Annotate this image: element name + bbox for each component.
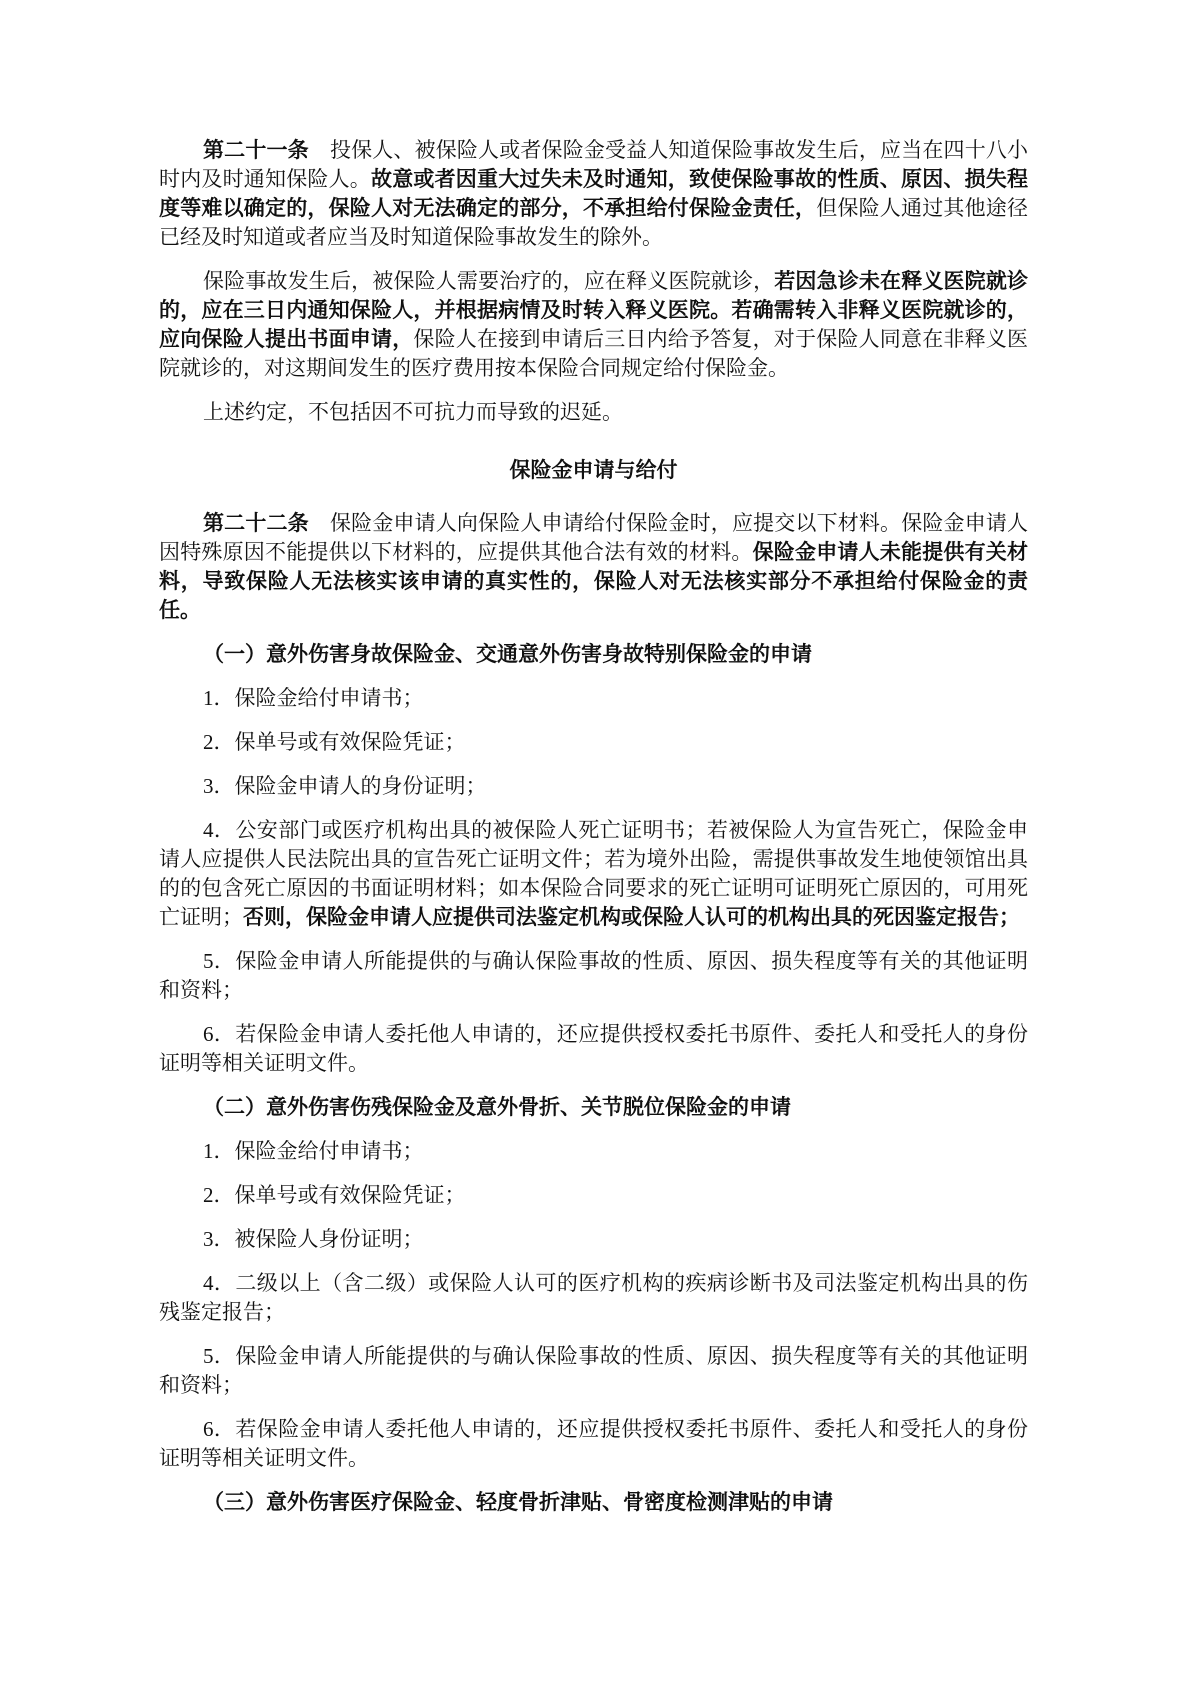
emphasis-text: 否则，保险金申请人应提供司法鉴定机构或保险人认可的机构出具的死因鉴定报告；: [243, 905, 1020, 929]
emphasis-text: 第二十二条: [203, 511, 309, 535]
emphasis-text: （一）意外伤害身故保险金、交通意外伤害身故特别保险金的申请: [203, 642, 812, 666]
body-text: 上述约定，不包括因不可抗力而导致的迟延。: [203, 400, 623, 424]
body-text: 保险人在接到申请后三日内给予答复，对于保险人同意在非释义医院就诊的，对这期间发生的医疗费用按本保险合同规定给付保险金。: [159, 327, 1029, 380]
body-text: 投保人、被保险人或者保险金受益人知道保险事故发生后，应当在四十八小时内及时通知保险人。: [159, 138, 1029, 191]
list-item: [159, 947, 1028, 1005]
list-item: [159, 1020, 1028, 1078]
list-item: [159, 684, 1028, 713]
paragraph: [159, 398, 1028, 427]
paragraph: [159, 267, 1028, 383]
document-body: [159, 136, 1028, 1532]
body-text: 保险事故发生后，被保险人需要治疗的，应在释义医院就诊，: [203, 269, 775, 293]
list-item: [159, 1181, 1028, 1210]
list-item: [159, 1225, 1028, 1254]
list-item: [159, 772, 1028, 801]
body-text: 6．若保险金申请人委托他人申请的，还应提供授权委托书原件、委托人和受托人的身份证明等相关证明文件。: [159, 1022, 1028, 1075]
list-item: [159, 816, 1028, 932]
list-item: [159, 1415, 1028, 1473]
paragraph: [159, 509, 1028, 625]
body-text: 4．公安部门或医疗机构出具的被保险人死亡证明书；若被保险人为宣告死亡，保险金申请人应提供人民法院出具的宣告死亡证明文件；若为境外出险，需提供事故发生地使领馆出具的的包含死亡原因的书面证明材料；如本保险合同要求的死亡证明可证明死亡原因的，可用死亡证明；: [159, 818, 1028, 929]
clause-subheading: [159, 1488, 1028, 1517]
clause-subheading: [159, 640, 1028, 669]
clause-subheading: [159, 1093, 1028, 1122]
list-item: [159, 1342, 1028, 1400]
body-text: 3．保险金申请人的身份证明；: [203, 774, 487, 798]
emphasis-text: 保险金申请人未能提供有关材料，导致保险人无法核实该申请的真实性的，保险人对无法核实部分不承担给付保险金的责任。: [159, 540, 1029, 622]
section-heading: [159, 456, 1028, 485]
body-text: 5．保险金申请人所能提供的与确认保险事故的性质、原因、损失程度等有关的其他证明和资料；: [159, 949, 1028, 1002]
body-text: 5．保险金申请人所能提供的与确认保险事故的性质、原因、损失程度等有关的其他证明和资料；: [159, 1344, 1028, 1397]
body-text: 但保险人通过其他途径已经及时知道或者应当及时知道保险事故发生的除外。: [159, 196, 1029, 249]
body-text: 2．保单号或有效保险凭证；: [203, 730, 466, 754]
emphasis-text: 第二十一条: [203, 138, 309, 162]
emphasis-text: （二）意外伤害伤残保险金及意外骨折、关节脱位保险金的申请: [203, 1095, 791, 1119]
emphasis-text: 保险金申请与给付: [509, 458, 678, 482]
list-item: [159, 1137, 1028, 1166]
body-text: 1．保险金给付申请书；: [203, 686, 424, 710]
body-text: 1．保险金给付申请书；: [203, 1139, 424, 1163]
body-text: 3．被保险人身份证明；: [203, 1227, 424, 1251]
emphasis-text: 故意或者因重大过失未及时通知，致使保险事故的性质、原因、损失程度等难以确定的，保险人对无法确定的部分，不承担给付保险金责任，: [159, 167, 1028, 220]
emphasis-text: （三）意外伤害医疗保险金、轻度骨折津贴、骨密度检测津贴的申请: [203, 1490, 833, 1514]
body-text: 4．二级以上（含二级）或保险人认可的医疗机构的疾病诊断书及司法鉴定机构出具的伤残鉴定报告；: [159, 1271, 1028, 1324]
body-text: 保险金申请人向保险人申请给付保险金时，应提交以下材料。保险金申请人因特殊原因不能提供以下材料的，应提供其他合法有效的材料。: [159, 511, 1029, 564]
body-text: 6．若保险金申请人委托他人申请的，还应提供授权委托书原件、委托人和受托人的身份证明等相关证明文件。: [159, 1417, 1028, 1470]
emphasis-text: 若因急诊未在释义医院就诊的，应在三日内通知保险人，并根据病情及时转入释义医院。若确需转入非释义医院就诊的，应向保险人提出书面申请，: [159, 269, 1029, 351]
list-item: [159, 728, 1028, 757]
list-item: [159, 1269, 1028, 1327]
paragraph: [159, 136, 1028, 252]
body-text: 2．保单号或有效保险凭证；: [203, 1183, 466, 1207]
